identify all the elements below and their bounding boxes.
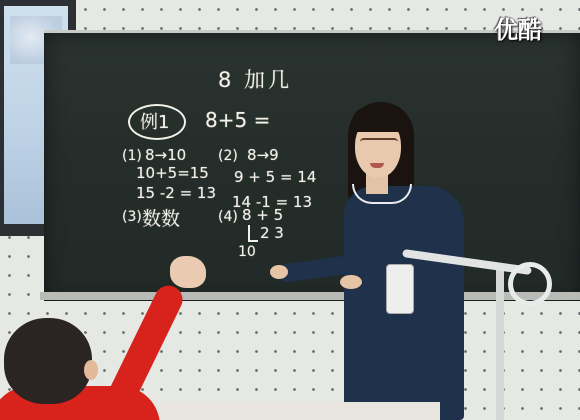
method-3-label: (3): [122, 209, 142, 225]
method-2-line-3: 14 -1 = 13: [232, 193, 313, 211]
method-1-line-1: 8→10: [145, 146, 187, 164]
method-4-line-1: 8 + 5: [242, 206, 284, 224]
method-1-line-3: 15 -2 = 13: [136, 184, 217, 202]
method-2-line-2: 9 + 5 = 14: [234, 168, 317, 186]
teacher-other-arm: [430, 220, 452, 320]
youku-watermark-logo: 优酷: [494, 16, 542, 44]
method-1-label: (1): [122, 148, 142, 164]
example-label: 例1: [140, 112, 170, 133]
split-bracket-vertical: [248, 225, 250, 241]
method-3-line-1: 数数: [142, 208, 181, 230]
desk: [160, 402, 440, 420]
visualizer-ring: [508, 262, 552, 306]
teacher-glasses: [360, 138, 398, 151]
split-bracket-horizontal: [248, 240, 258, 242]
example-problem: 8+5 =: [205, 108, 271, 132]
student-head: [4, 318, 92, 404]
method-4-line-2: 2 3: [260, 224, 284, 242]
teacher-bangs: [351, 106, 405, 132]
board-title: 8 加几: [218, 68, 293, 92]
student-ear: [84, 360, 98, 380]
teacher-pointing-hand: [270, 265, 288, 279]
method-2-label: (2): [218, 148, 238, 164]
method-1-line-2: 10+5=15: [136, 164, 209, 182]
student-raised-hand: [170, 256, 206, 288]
teacher-hand: [340, 275, 362, 289]
method-4-label: (4): [218, 209, 238, 225]
visualizer-camera-head: [386, 264, 414, 314]
visualizer-stand: [496, 270, 504, 420]
method-2-line-1: 8→9: [247, 146, 279, 164]
method-4-line-3: 10: [238, 244, 256, 260]
